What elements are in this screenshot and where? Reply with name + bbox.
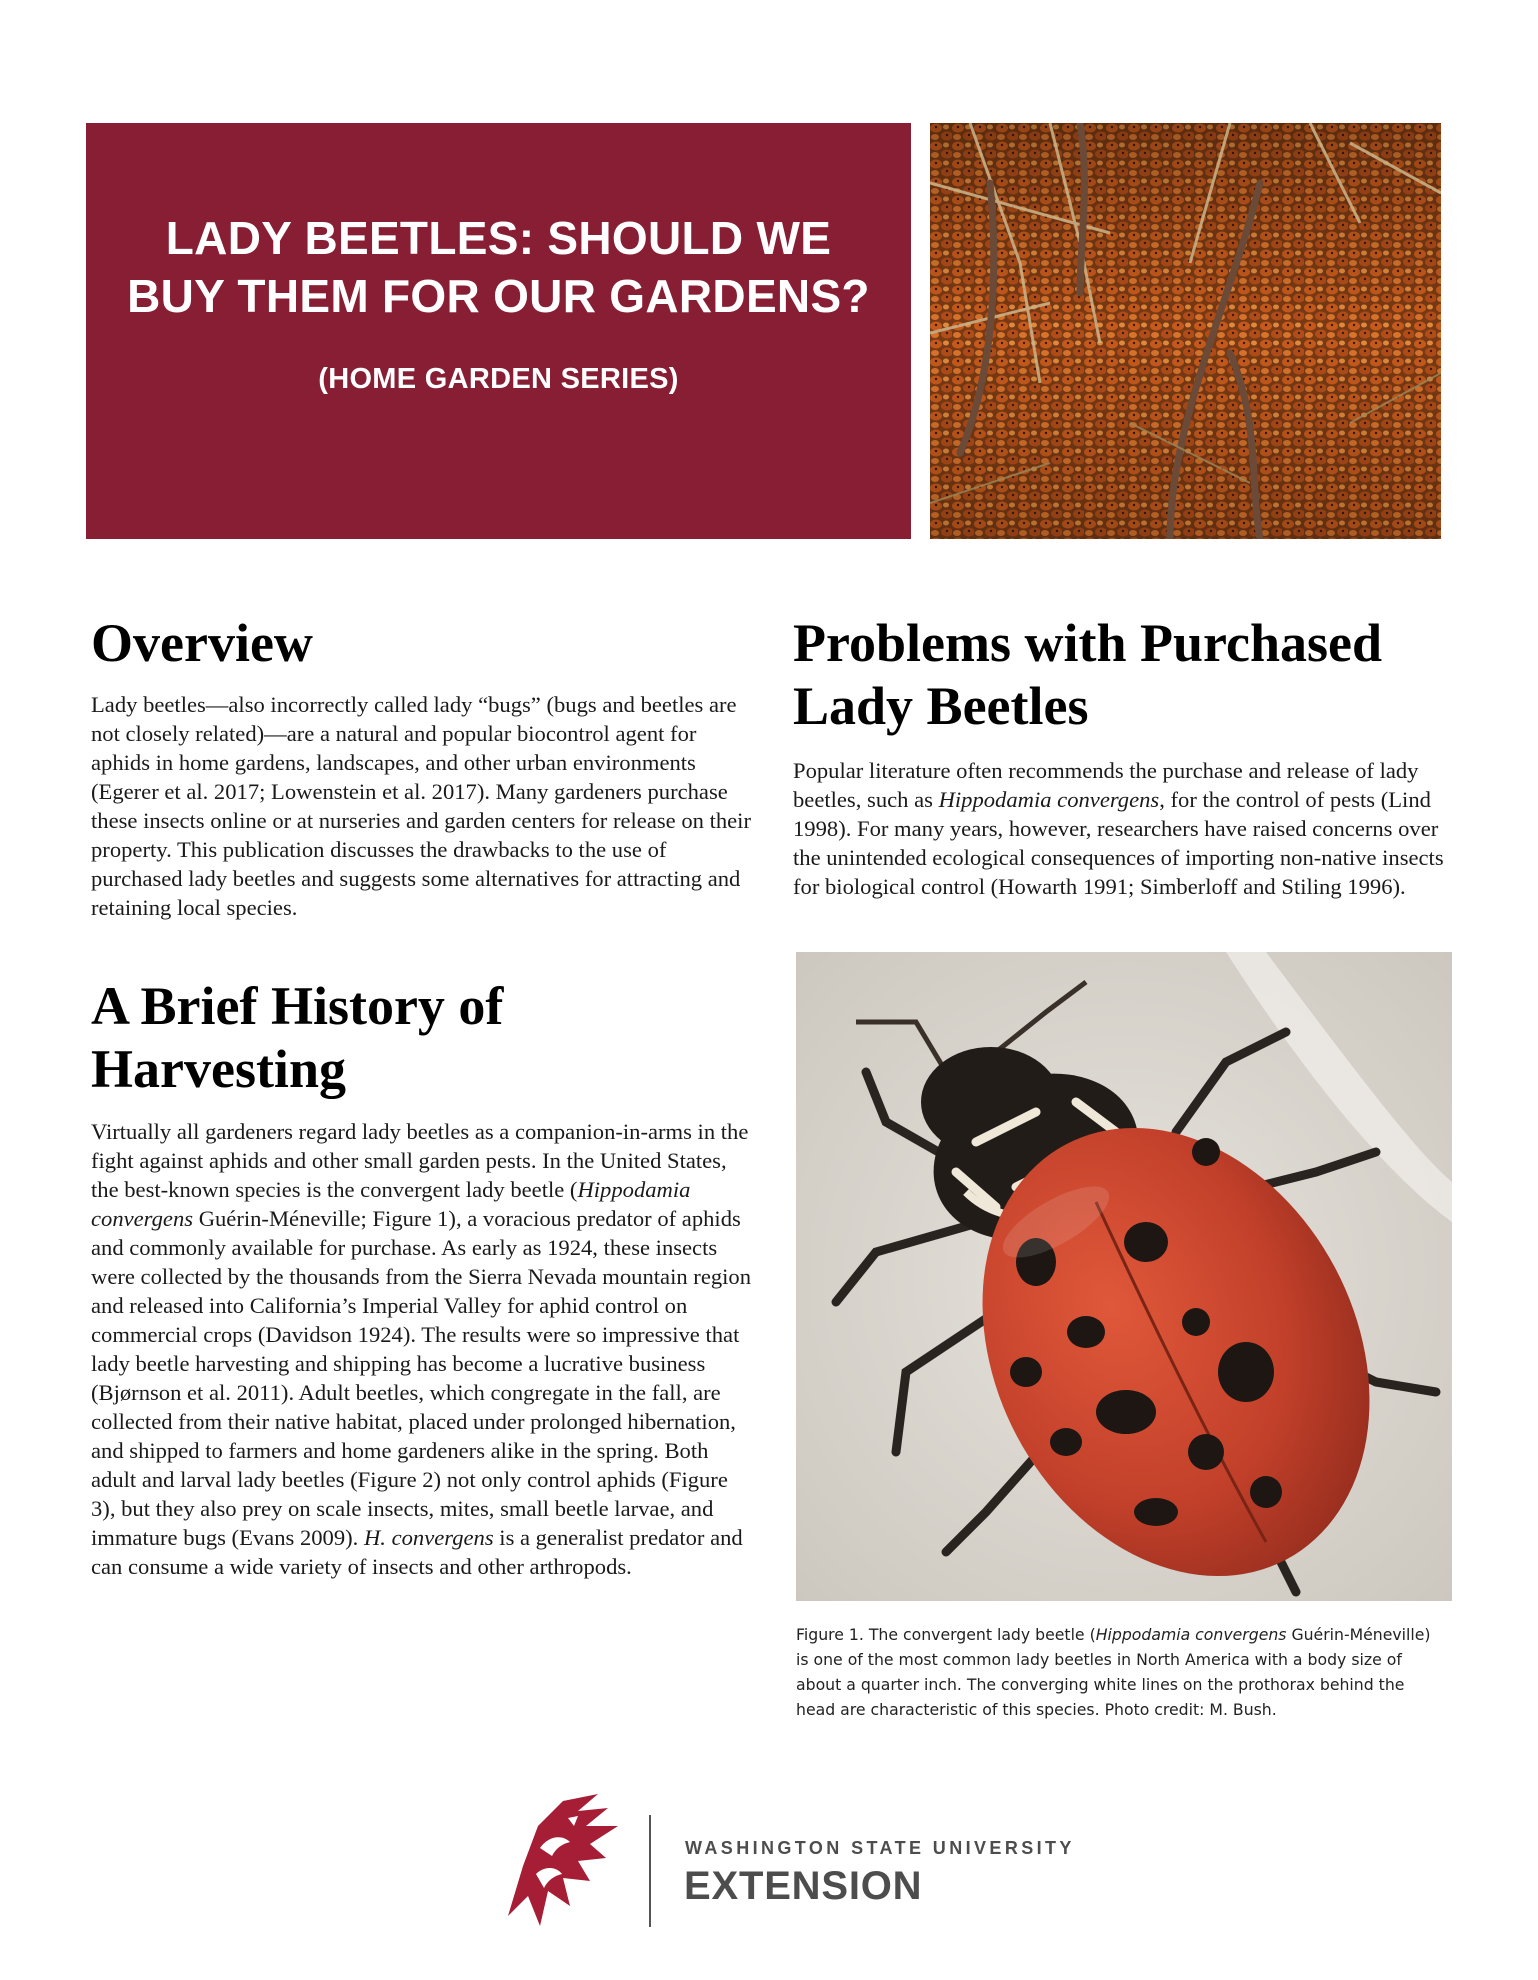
history-paragraph <box>91 1117 753 1581</box>
history-heading-line-1: A Brief History of <box>91 976 504 1036</box>
problems-paragraph <box>793 756 1453 901</box>
org-unit: EXTENSION <box>684 1864 923 1908</box>
history-text-2: Guérin-Méneville; Figure 1), a voracious predator of aphids and commonly available for purchase. As early as 1924, these insects were collected by the thousands from the Sierra Nevada mountain region and released into California’s Imperial Valley for aphid control on commercial crops (Davidson 1924). The results were so impressive that lady beetle harvesting and shipping has become a lucrative business (Bjørnson et al. 2011). Adult beetles, which congregate in the fall, are collected from their native habitat, placed under prolonged hibernation, and shipped to farmers and home gardeners alike in the spring. Both adult and larval lady beetles (Figure 2) not only control aphids (Figure 3), but they also prey on scale insects, mites, small beetle larvae, and immature bugs (Evans 2009). <box>91 1206 752 1550</box>
problems-text-1: Popular literature often recommends the purchase and release of lady beetles, such as <box>793 758 1419 812</box>
title-banner <box>86 123 911 539</box>
beetle-swarm-image <box>930 123 1441 539</box>
history-species-italic: Hippodamia convergens <box>91 1177 691 1231</box>
convergent-lady-beetle-image <box>796 952 1452 1601</box>
overview-heading: Overview <box>91 613 313 673</box>
figure-1-photo <box>796 952 1452 1601</box>
cougar-head-icon <box>478 1786 628 1936</box>
overview-paragraph: Lady beetles—also incorrectly called lady “bugs” (bugs and beetles are not closely related)—are a natural and popular biocontrol agent for aphids in home gardens, landscapes, and other urban environments (Egerer et al. 2017; Lowenstein et al. 2017). Many gardeners purchase these insects online or at nurseries and garden centers for release on their property. This publication discusses the drawbacks to the use of purchased lady beetles and suggests some alternatives for attracting and retaining local species. <box>91 692 751 920</box>
history-heading-line-2: Harvesting <box>91 1039 346 1099</box>
org-name: WASHINGTON STATE UNIVERSITY <box>685 1838 1075 1858</box>
history-heading <box>91 975 503 1101</box>
history-species-abbrev-italic: H. convergens <box>363 1525 494 1550</box>
figure-1-caption <box>796 1622 1446 1722</box>
problems-heading-line-2: Lady Beetles <box>793 676 1089 736</box>
problems-text-2: , for the control of pests (Lind 1998). For many years, however, researchers have raised concerns over the unintended ecological consequences of importing non-native insects for biological control (Howarth 1991; Simberloff and Stiling 1996). <box>793 787 1444 899</box>
footer-divider <box>649 1815 651 1927</box>
caption-text-2: Guérin-Méneville) is one of the most common lady beetles in North America with a body size of about a quarter inch. The converging white lines on the prothorax behind the head are characteristic of this species. Photo credit: M. Bush. <box>796 1625 1431 1719</box>
document-title <box>86 209 911 325</box>
title-line-2: BUY THEM FOR OUR GARDENS? <box>127 270 870 322</box>
wsu-cougar-logo <box>478 1786 628 1936</box>
problems-species-italic: Hippodamia convergens <box>938 787 1160 812</box>
history-text-1: Virtually all gardeners regard lady beetles as a companion-in-arms in the fight against aphids and other small garden pests. In the United States, the best-known species is the convergent lady beetle ( <box>91 1119 749 1202</box>
problems-heading-line-1: Problems with Purchased <box>793 613 1383 673</box>
history-text-3: is a generalist predator and can consume a wide variety of insects and other arthropods. <box>91 1525 743 1579</box>
hero-photo-beetle-swarm <box>930 123 1441 539</box>
problems-heading <box>793 612 1382 738</box>
caption-text-1: Figure 1. The convergent lady beetle ( <box>796 1625 1096 1644</box>
caption-species-italic: Hippodamia convergens <box>1095 1625 1287 1644</box>
series-label: (HOME GARDEN SERIES) <box>318 363 679 395</box>
title-line-1: LADY BEETLES: SHOULD WE <box>165 212 832 264</box>
